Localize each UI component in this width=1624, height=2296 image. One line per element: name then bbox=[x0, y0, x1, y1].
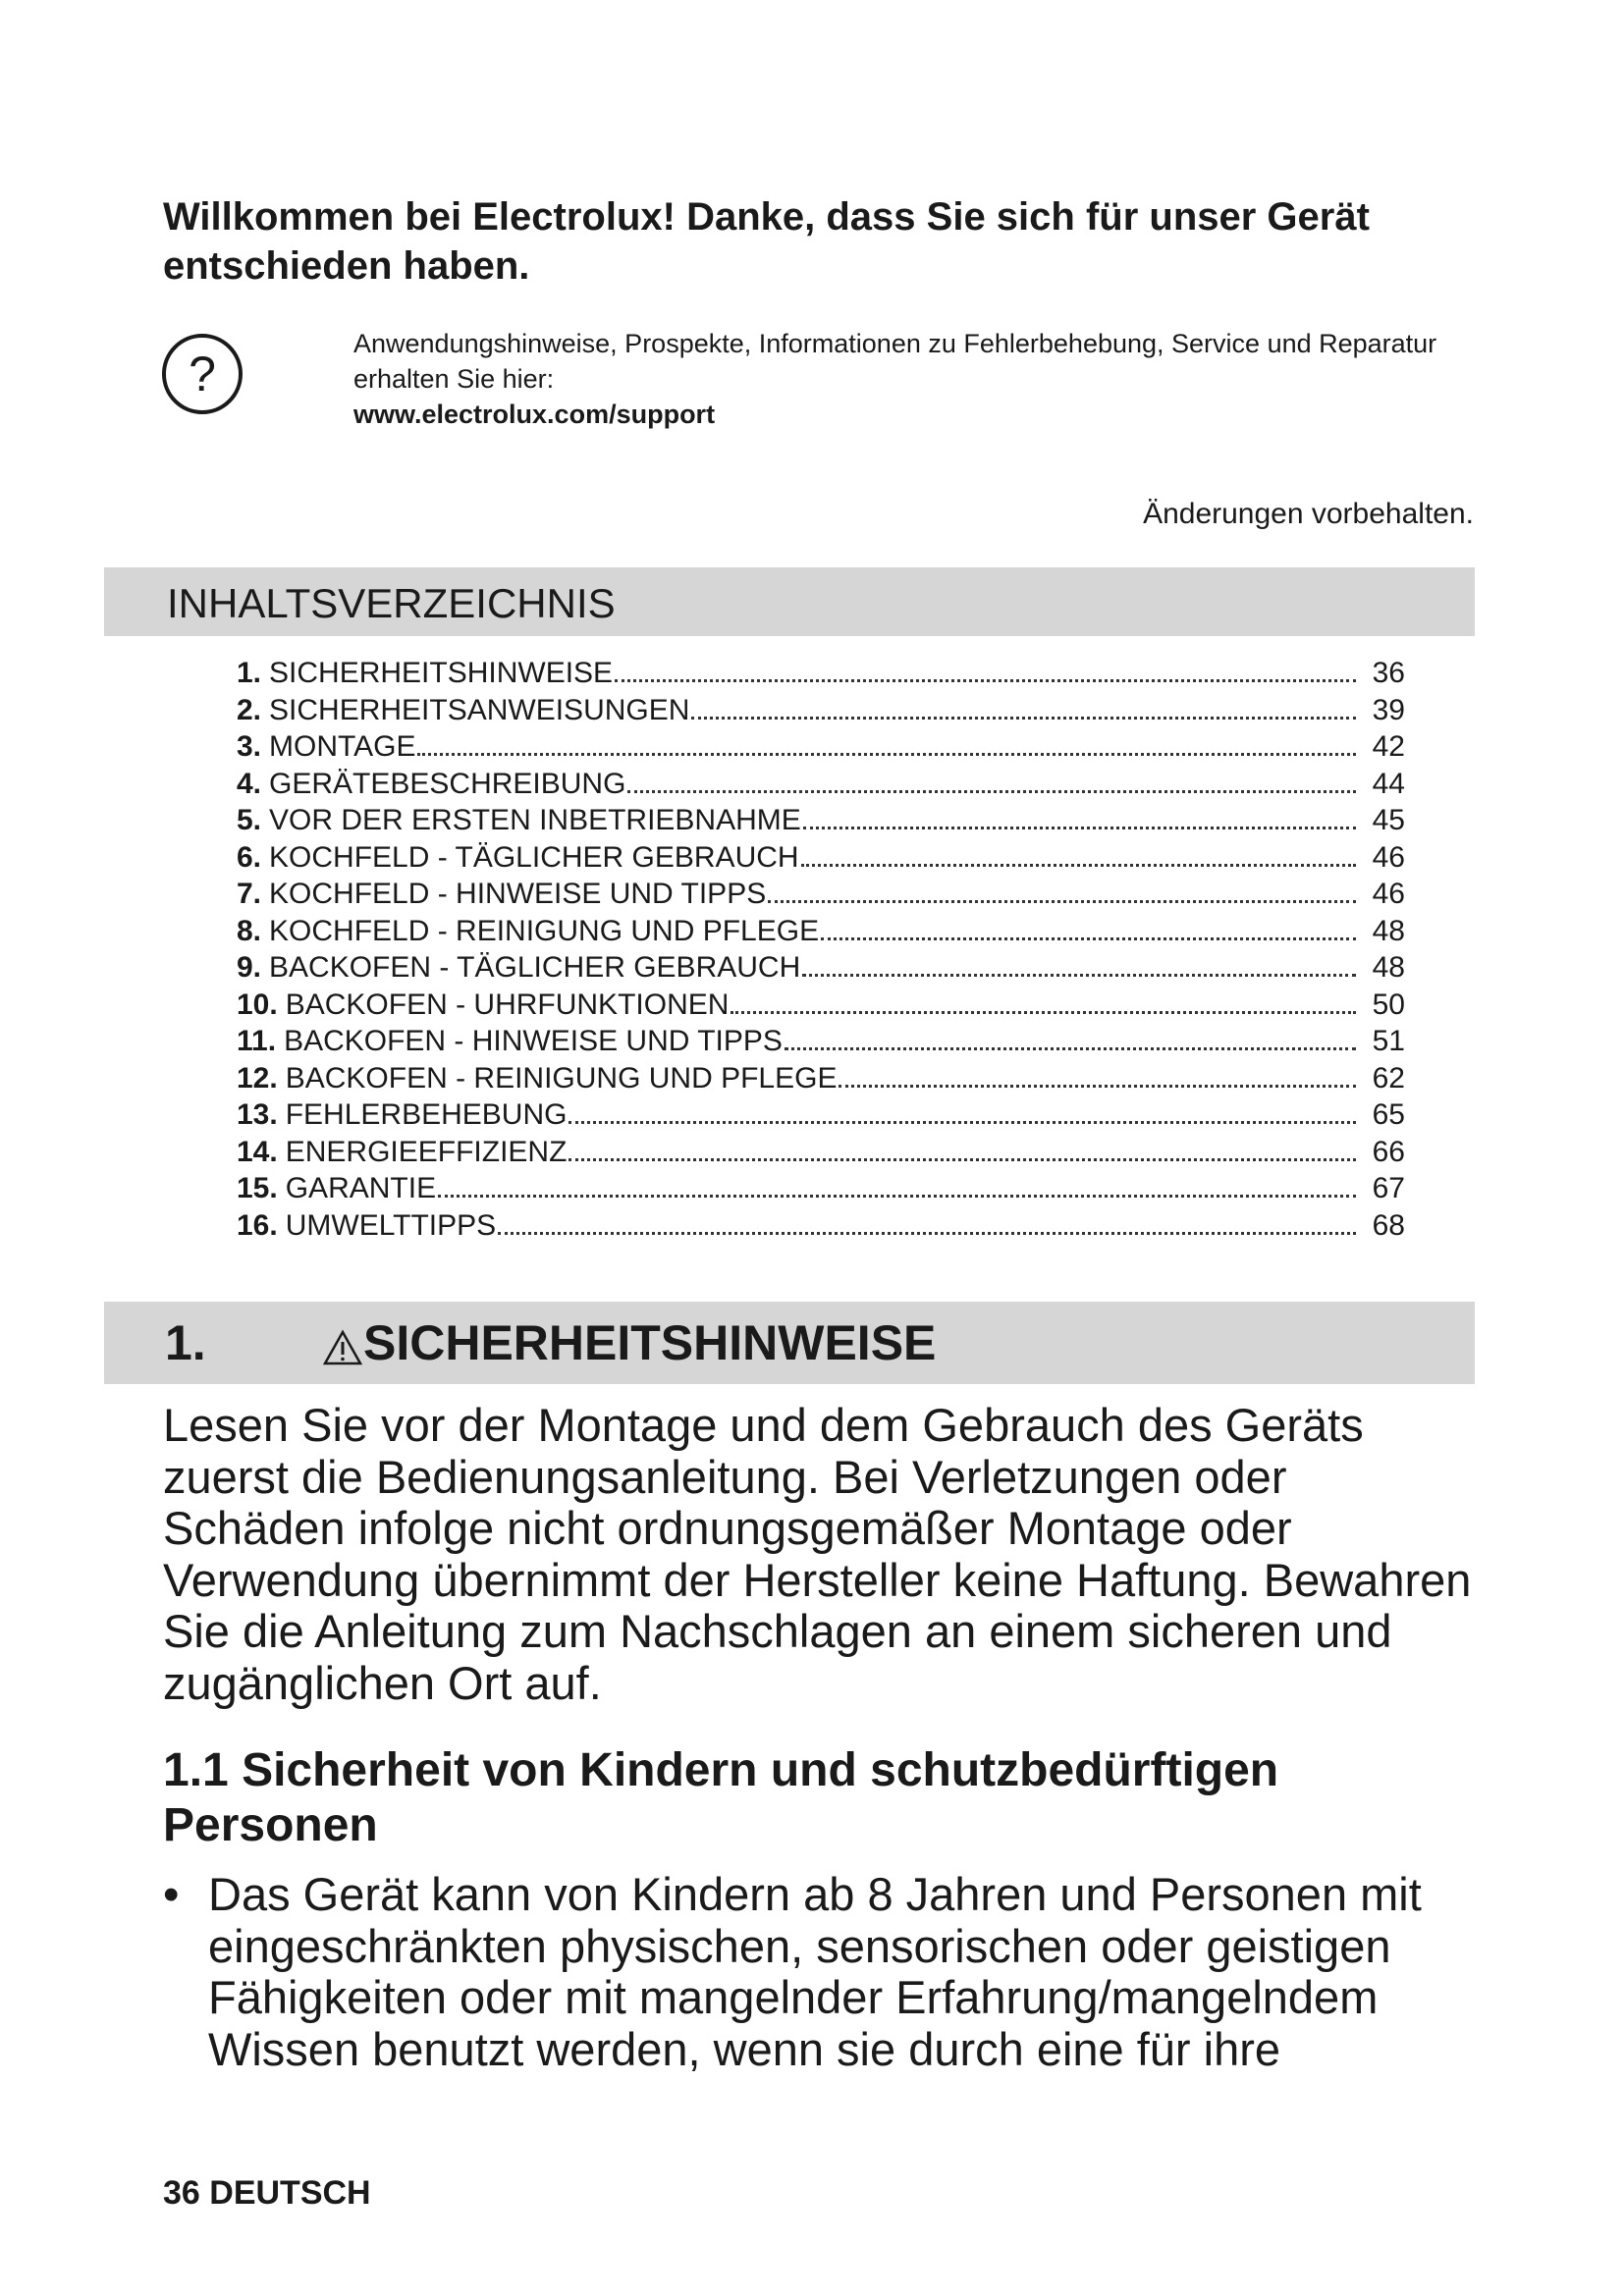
toc-item-label: ENERGIEEFFIZIENZ bbox=[285, 1135, 568, 1168]
toc-item-label: BACKOFEN - HINWEISE UND TIPPS bbox=[284, 1025, 783, 1057]
toc-item-number: 6. bbox=[237, 840, 262, 874]
support-text: Anwendungshinweise, Prospekte, Informationen zu Fehlerbehebung, Service und Reparatur erhalten Sie hier: bbox=[353, 329, 1437, 394]
toc-item-label: BACKOFEN - TÄGLICHER GEBRAUCH bbox=[269, 951, 801, 984]
subsection-title: 1.1 Sicherheit von Kindern und schutzbedürftigen Personen bbox=[163, 1744, 1279, 1851]
toc-item-page: 46 bbox=[1372, 840, 1405, 874]
bullet-item bbox=[163, 1869, 1479, 2075]
toc-item-label: KOCHFELD - TÄGLICHER GEBRAUCH bbox=[269, 840, 799, 874]
toc-item-label: BACKOFEN - UHRFUNKTIONEN bbox=[285, 988, 730, 1021]
toc-item-page: 50 bbox=[1372, 988, 1405, 1021]
toc-item[interactable] bbox=[237, 839, 1405, 877]
toc-leader-dots bbox=[839, 1084, 1356, 1088]
toc-list bbox=[237, 655, 1405, 1244]
toc-item-page: 65 bbox=[1372, 1098, 1405, 1131]
toc-item-page: 42 bbox=[1372, 730, 1405, 763]
toc-item-number: 13. bbox=[237, 1098, 278, 1131]
toc-item-number: 5. bbox=[237, 804, 262, 836]
toc-item-page: 36 bbox=[1372, 657, 1405, 689]
toc-leader-dots bbox=[821, 936, 1356, 940]
toc-item-number: 2. bbox=[237, 693, 262, 726]
toc-leader-dots bbox=[568, 1120, 1356, 1124]
toc-item[interactable] bbox=[237, 987, 1405, 1024]
support-info bbox=[353, 326, 1483, 432]
toc-item[interactable] bbox=[237, 1096, 1405, 1134]
toc-item-page: 45 bbox=[1372, 804, 1405, 836]
toc-item-number: 3. bbox=[237, 730, 262, 763]
toc-item-page: 48 bbox=[1372, 914, 1405, 947]
toc-item-label: MONTAGE bbox=[269, 730, 416, 763]
toc-item[interactable] bbox=[237, 1023, 1405, 1060]
toc-item-label: UMWELTTIPPS bbox=[285, 1208, 497, 1242]
section-header bbox=[104, 1302, 1475, 1384]
toc-item-page: 67 bbox=[1372, 1172, 1405, 1204]
toc-item-label: KOCHFELD - REINIGUNG UND PFLEGE bbox=[269, 914, 820, 947]
toc-item[interactable] bbox=[237, 1060, 1405, 1097]
toc-item-page: 44 bbox=[1372, 767, 1405, 800]
toc-item-page: 39 bbox=[1372, 693, 1405, 726]
welcome-heading: Willkommen bei Electrolux! Danke, dass Sie sich für unser Gerät entschieden haben. bbox=[163, 195, 1370, 288]
toc-leader-dots bbox=[498, 1231, 1356, 1235]
toc-item-number: 4. bbox=[237, 767, 262, 800]
toc-title: INHALTSVERZEICHNIS bbox=[167, 580, 616, 626]
toc-leader-dots bbox=[802, 973, 1356, 977]
toc-item-number: 7. bbox=[237, 878, 262, 910]
toc-item-number: 9. bbox=[237, 951, 262, 984]
toc-leader-dots bbox=[627, 789, 1356, 793]
toc-leader-dots bbox=[691, 716, 1356, 720]
toc-item-number: 15. bbox=[237, 1172, 278, 1204]
toc-item[interactable] bbox=[237, 655, 1405, 692]
toc-item[interactable] bbox=[237, 692, 1405, 729]
toc-item[interactable] bbox=[237, 766, 1405, 803]
toc-item-page: 62 bbox=[1372, 1061, 1405, 1095]
toc-leader-dots bbox=[615, 678, 1356, 682]
toc-item-label: BACKOFEN - REINIGUNG UND PFLEGE bbox=[285, 1061, 838, 1095]
toc-leader-dots bbox=[417, 752, 1356, 756]
warning-triangle-icon bbox=[322, 1329, 363, 1366]
toc-leader-dots bbox=[438, 1194, 1356, 1198]
toc-item-number: 14. bbox=[237, 1135, 278, 1168]
toc-item[interactable] bbox=[237, 728, 1405, 766]
toc-item-label: GARANTIE bbox=[285, 1172, 437, 1204]
section-title: SICHERHEITSHINWEISE bbox=[363, 1315, 937, 1370]
toc-item-number: 12. bbox=[237, 1061, 278, 1095]
toc-item[interactable] bbox=[237, 876, 1405, 913]
toc-item-number: 1. bbox=[237, 657, 262, 689]
toc-item-number: 16. bbox=[237, 1208, 278, 1242]
toc-item-label: SICHERHEITSHINWEISE bbox=[269, 657, 614, 689]
toc-item-page: 46 bbox=[1372, 878, 1405, 910]
toc-item-number: 11. bbox=[237, 1025, 277, 1057]
toc-item[interactable] bbox=[237, 1207, 1405, 1245]
toc-item-label: FEHLERBEHEBUNG bbox=[285, 1098, 568, 1131]
question-circle-icon bbox=[160, 332, 244, 416]
support-link[interactable]: www.electrolux.com/support bbox=[353, 400, 716, 429]
toc-leader-dots bbox=[801, 863, 1356, 867]
bullet-text: Das Gerät kann von Kindern ab 8 Jahren und Personen mit eingeschränkten physischen, sensorischen oder geistigen Fähigkeiten oder mit mangelnder Erfahrung/mangelndem Wissen benutzt werden, wenn sie durch eine für ihre bbox=[208, 1868, 1422, 2075]
toc-item[interactable] bbox=[237, 949, 1405, 987]
toc-item-page: 51 bbox=[1372, 1025, 1405, 1057]
toc-leader-dots bbox=[568, 1157, 1356, 1161]
toc-item-page: 66 bbox=[1372, 1135, 1405, 1168]
toc-item-page: 68 bbox=[1372, 1208, 1405, 1242]
toc-leader-dots bbox=[785, 1046, 1356, 1050]
section-intro: Lesen Sie vor der Montage und dem Gebrauch des Geräts zuerst die Bedienungsanleitung. Bei Verletzungen oder Schäden infolge nicht ordnungsgemäßer Montage oder Verwendung übernimmt der Hersteller keine Haftung. Bewahren Sie die Anleitung zum Nachschlagen an einem sicheren und zugänglichen Ort auf. bbox=[163, 1399, 1472, 1709]
toc-item[interactable] bbox=[237, 1134, 1405, 1171]
toc-item-page: 48 bbox=[1372, 951, 1405, 984]
svg-text:?: ? bbox=[189, 347, 216, 401]
page-footer: 36 DEUTSCH bbox=[163, 2174, 371, 2212]
toc-leader-dots bbox=[731, 1010, 1356, 1014]
toc-item-number: 10. bbox=[237, 988, 278, 1021]
toc-header bbox=[104, 567, 1475, 636]
toc-item-label: GERÄTEBESCHREIBUNG bbox=[269, 767, 626, 800]
toc-item-number: 8. bbox=[237, 914, 262, 947]
toc-item-label: KOCHFELD - HINWEISE UND TIPPS bbox=[269, 878, 767, 910]
toc-item[interactable] bbox=[237, 802, 1405, 839]
toc-item[interactable] bbox=[237, 913, 1405, 950]
toc-item[interactable] bbox=[237, 1170, 1405, 1207]
toc-item-label: SICHERHEITSANWEISUNGEN bbox=[269, 693, 690, 726]
section-number: 1. bbox=[165, 1315, 206, 1370]
bullet-marker: • bbox=[163, 1868, 180, 1920]
toc-leader-dots bbox=[803, 826, 1356, 829]
toc-leader-dots bbox=[768, 899, 1356, 903]
changes-note: Änderungen vorbehalten. bbox=[1143, 498, 1474, 530]
toc-item-label: VOR DER ERSTEN INBETRIEBNAHME bbox=[269, 804, 801, 836]
bullet-list bbox=[163, 1869, 1479, 2075]
